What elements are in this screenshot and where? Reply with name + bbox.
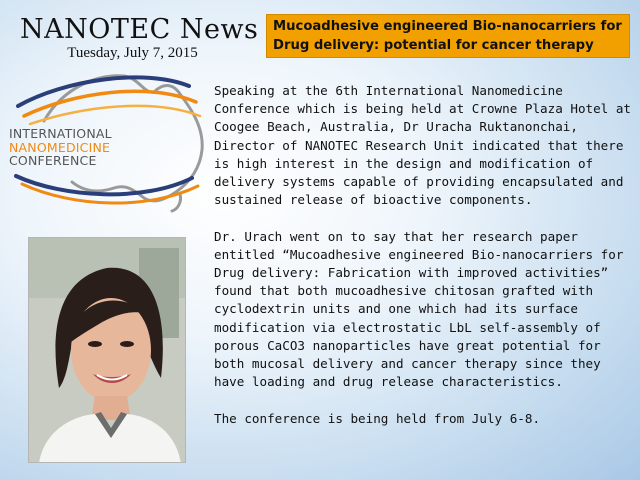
- conference-logo: [4, 66, 209, 216]
- headline-line-1: Mucoadhesive engineered Bio-nanocarriers for: [273, 19, 622, 34]
- logo-line-2: NANOMEDICINE: [9, 139, 111, 155]
- headline-line-2: Drug delivery: potential for cancer therapy: [273, 38, 594, 53]
- masthead: [20, 14, 259, 62]
- logo-text: [9, 127, 112, 168]
- portrait-photo-icon: [29, 238, 186, 463]
- article-paragraph-3: The conference is being held from July 6-8.: [214, 410, 541, 426]
- logo-line-3: CONFERENCE: [9, 153, 97, 168]
- logo-line-1: INTERNATIONAL: [9, 126, 112, 141]
- masthead-title: NANOTEC News: [20, 14, 259, 45]
- portrait-photo: [28, 237, 186, 463]
- article-paragraph-2: Dr. Urach went on to say that her research paper entitled “Mucoadhesive engineered Bio-nanocarriers for Drug delivery: Fabrication with improved activities” found that both mucoadhesive chitosan grafted with cyclodextrin units and one which had its surface modification via electrostatic LbL self-assembly of porous CaCO3 nanoparticles have great potential for both mucosal delivery and cancer therapy since they have loading and drug release characteristics.: [214, 228, 624, 390]
- headline-box: [266, 14, 630, 58]
- article-paragraph-1: Speaking at the 6th International Nanomedicine Conference which is being held at Crowne Plaza Hotel at Coogee Beach, Australia, Dr Uracha Ruktanonchai, Director of NANOTEC Research Unit indicated that there is high interest in the design and modification of delivery systems capable of providing encapsulated and sustained release of bioactive components.: [214, 83, 632, 208]
- article-body: [214, 82, 632, 428]
- masthead-date: Tuesday, July 7, 2015: [67, 45, 198, 61]
